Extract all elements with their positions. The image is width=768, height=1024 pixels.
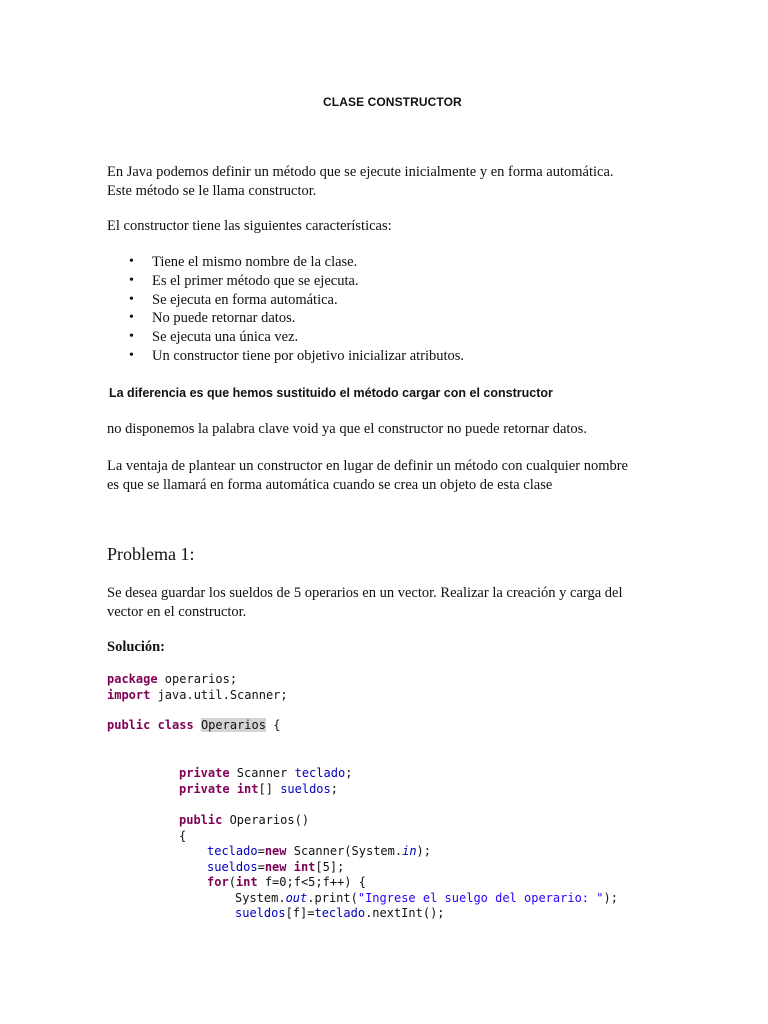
code-text: ; xyxy=(330,782,338,796)
solution-label: Solución: xyxy=(107,639,166,655)
list-item-text: Es el primer método que se ejecuta. xyxy=(152,272,359,289)
advantage-line-2: es que se llamará en forma automática cuando se crea un objeto de esta clase xyxy=(107,476,553,493)
field-name: sueldos xyxy=(207,860,258,874)
characteristics-intro: El constructor tiene las siguientes características: xyxy=(107,218,392,234)
code-text: = xyxy=(257,860,265,874)
code-line-for xyxy=(207,875,366,891)
problem-heading: Problema 1: xyxy=(107,544,195,564)
field-name: sueldos xyxy=(235,906,286,920)
code-line-print xyxy=(235,891,618,907)
field-name: teclado xyxy=(314,906,366,920)
bullet-icon: • xyxy=(129,329,134,345)
difference-note: La diferencia es que hemos sustituido el método cargar con el constructor xyxy=(109,386,553,400)
code-text: = xyxy=(257,844,265,858)
intro-paragraph xyxy=(107,163,614,200)
code-text: .nextInt(); xyxy=(365,906,445,920)
keyword: new xyxy=(264,844,287,858)
keyword: int xyxy=(236,782,259,796)
keyword: private xyxy=(179,782,230,796)
advantage-paragraph xyxy=(107,457,628,494)
list-item xyxy=(128,253,464,272)
field-name: teclado xyxy=(207,844,258,858)
bullet-icon: • xyxy=(129,272,134,288)
list-item-text: Se ejecuta una única vez. xyxy=(152,329,299,346)
list-item xyxy=(128,328,464,347)
problem-line-1: Se desea guardar los sueldos de 5 operarios en un vector. Realizar la creación y carga del xyxy=(107,585,623,601)
code-line-ctor xyxy=(179,813,309,829)
list-item xyxy=(128,309,464,328)
doc-title: CLASE CONSTRUCTOR xyxy=(323,95,462,109)
problem-line-2: vector en el constructor. xyxy=(107,603,247,620)
code-text: .print( xyxy=(307,891,358,905)
characteristics-list xyxy=(128,253,464,366)
no-void-paragraph: no disponemos la palabra clave void ya que el constructor no puede retornar datos. xyxy=(107,421,587,437)
code-line-brace: { xyxy=(179,829,187,843)
code-text: ; xyxy=(345,766,353,780)
problem-paragraph xyxy=(107,584,622,621)
bullet-icon: • xyxy=(129,347,134,363)
keyword: public xyxy=(107,718,151,732)
code-text: f=0;f<5;f++) { xyxy=(257,875,366,889)
code-line-package xyxy=(107,672,237,688)
list-item xyxy=(128,347,464,366)
list-item-text: Se ejecuta en forma automática. xyxy=(152,291,338,308)
code-text: [f]= xyxy=(285,906,315,920)
code-text: Scanner(System. xyxy=(286,844,403,858)
list-item xyxy=(128,272,464,291)
field-name: teclado xyxy=(294,766,346,780)
code-text: System. xyxy=(235,891,286,905)
bullet-icon: • xyxy=(129,254,134,269)
code-line-class-decl xyxy=(107,718,280,734)
keyword: public xyxy=(179,813,223,827)
list-item xyxy=(128,291,464,310)
keyword: int xyxy=(235,875,258,889)
code-line-field-sueldos xyxy=(179,782,338,798)
code-line-teclado-init xyxy=(207,844,431,860)
intro-line-2: Este método se le llama constructor. xyxy=(107,182,317,199)
code-line-sueldos-init xyxy=(207,860,344,876)
code-line-read xyxy=(235,906,445,922)
code-line-field-teclado xyxy=(179,766,352,782)
code-text: ); xyxy=(603,891,618,905)
list-item-text: No puede retornar datos. xyxy=(152,310,296,327)
code-text: Operarios() xyxy=(222,813,310,827)
code-line-import xyxy=(107,688,288,704)
code-text: java.util.Scanner; xyxy=(150,688,288,702)
code-text: { xyxy=(265,718,281,732)
intro-line-1: En Java podemos definir un método que se ejecute inicialmente y en forma automática. xyxy=(107,164,614,180)
keyword: for xyxy=(207,875,229,889)
keyword: package xyxy=(107,672,158,686)
code-text: [5]; xyxy=(315,860,345,874)
keyword: import xyxy=(107,688,151,702)
keyword: class xyxy=(157,718,194,732)
code-text: Scanner xyxy=(229,766,295,780)
list-item-text: Tiene el mismo nombre de la clase. xyxy=(152,254,358,270)
advantage-line-1: La ventaja de plantear un constructor en lugar de definir un método con cualquier nombre xyxy=(107,458,628,474)
class-name-highlight: Operarios xyxy=(200,718,266,732)
code-text: operarios; xyxy=(157,672,238,686)
code-text: ); xyxy=(416,844,431,858)
string-literal: "Ingrese el suelgo del operario: " xyxy=(357,891,604,905)
bullet-icon: • xyxy=(129,310,134,326)
static-field: in xyxy=(402,844,417,858)
code-text: ( xyxy=(228,875,236,889)
list-item-text: Un constructor tiene por objetivo inicializar atributos. xyxy=(152,347,465,364)
keyword: private xyxy=(179,766,230,780)
static-field: out xyxy=(285,891,308,905)
bullet-icon: • xyxy=(129,291,134,307)
field-name: sueldos xyxy=(280,782,331,796)
keyword: new xyxy=(264,860,287,874)
keyword: int xyxy=(293,860,316,874)
code-text: [] xyxy=(258,782,281,796)
